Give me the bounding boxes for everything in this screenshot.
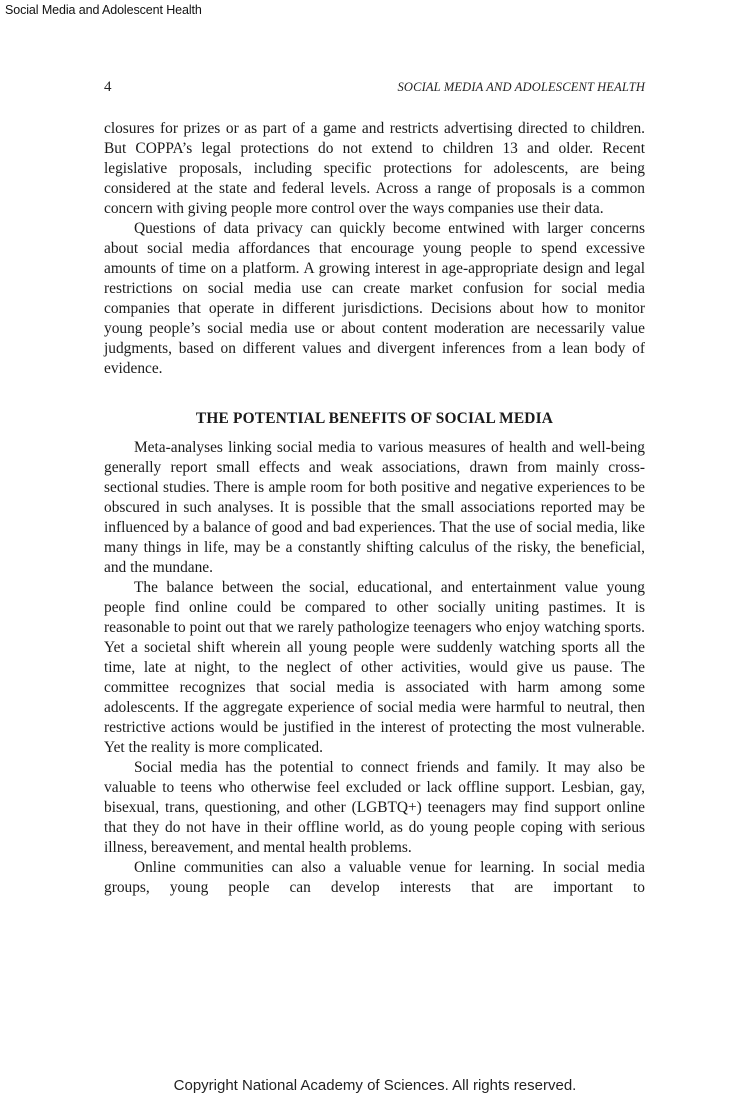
body-text <box>104 119 645 898</box>
page-number: 4 <box>104 79 112 95</box>
running-head <box>104 79 645 99</box>
running-head-title: SOCIAL MEDIA AND ADOLESCENT HEALTH <box>397 80 645 94</box>
paragraph-continues: Online communities can also a valuable venue for learning. In social media groups, young people can develop interests that are important to <box>104 859 645 896</box>
copyright-footer: Copyright National Academy of Sciences. All rights reserved. <box>173 1077 577 1094</box>
paragraph: Questions of data privacy can quickly become entwined with larger concerns about social media affordances that encourage young people to spend excessive amounts of time on a platform. A growing interest in age-appropriate design and legal restrictions on social media use can create market confusion for social media companies that operate in different jurisdictions. Decisions about how to monitor young people’s social media use or about content moderation are necessarily value judgments, based on different values and divergent inferences from a lean body of evidence. <box>104 220 645 377</box>
paragraph: Social media has the potential to connect friends and family. It may also be valuable to teens who otherwise feel excluded or lack offline support. Lesbian, gay, bisexual, trans, questioning, and other (LGBTQ+) teenagers may find support online that they do not have in their offline world, as do young people coping with serious illness, bereavement, and mental health problems. <box>104 759 645 856</box>
paragraph: The balance between the social, educational, and entertainment value young people find online could be compared to other socially uniting pastimes. It is reasonable to point out that we rarely pathologize teenagers who enjoy watching sports. Yet a societal shift wherein all young people were suddenly watching sports all the time, late at night, to the neglect of other activities, would give us pause. The committee recognizes that social media is associated with harm among some adolescents. If the aggregate experience of social media were harmful to neutral, then restrictive actions would be justified in the interest of protecting the most vulnerable. Yet the reality is more complicated. <box>104 579 645 756</box>
paragraph-continued: closures for prizes or as part of a game and restricts advertising directed to children. But COPPA’s legal protections do not extend to children 13 and older. Recent legislative proposals, including specific protections for adolescents, are being considered at the state and federal levels. Across a range of proposals is a common concern with giving people more control over the ways companies use their data. <box>104 120 645 217</box>
paragraph: Meta-analyses linking social media to various measures of health and well-being generally report small effects and weak associations, drawn from mainly cross-sectional studies. There is ample room for both positive and negative experiences to be obscured in such analyses. It is possible that the small associations reported may be influenced by a balance of good and bad experiences. That the use of social media, like many things in life, may be a constantly shifting calculus of the risky, the beneficial, and the mundane. <box>104 439 645 576</box>
section-heading: THE POTENTIAL BENEFITS OF SOCIAL MEDIA <box>195 410 554 427</box>
document-source-title: Social Media and Adolescent Health <box>5 3 202 17</box>
